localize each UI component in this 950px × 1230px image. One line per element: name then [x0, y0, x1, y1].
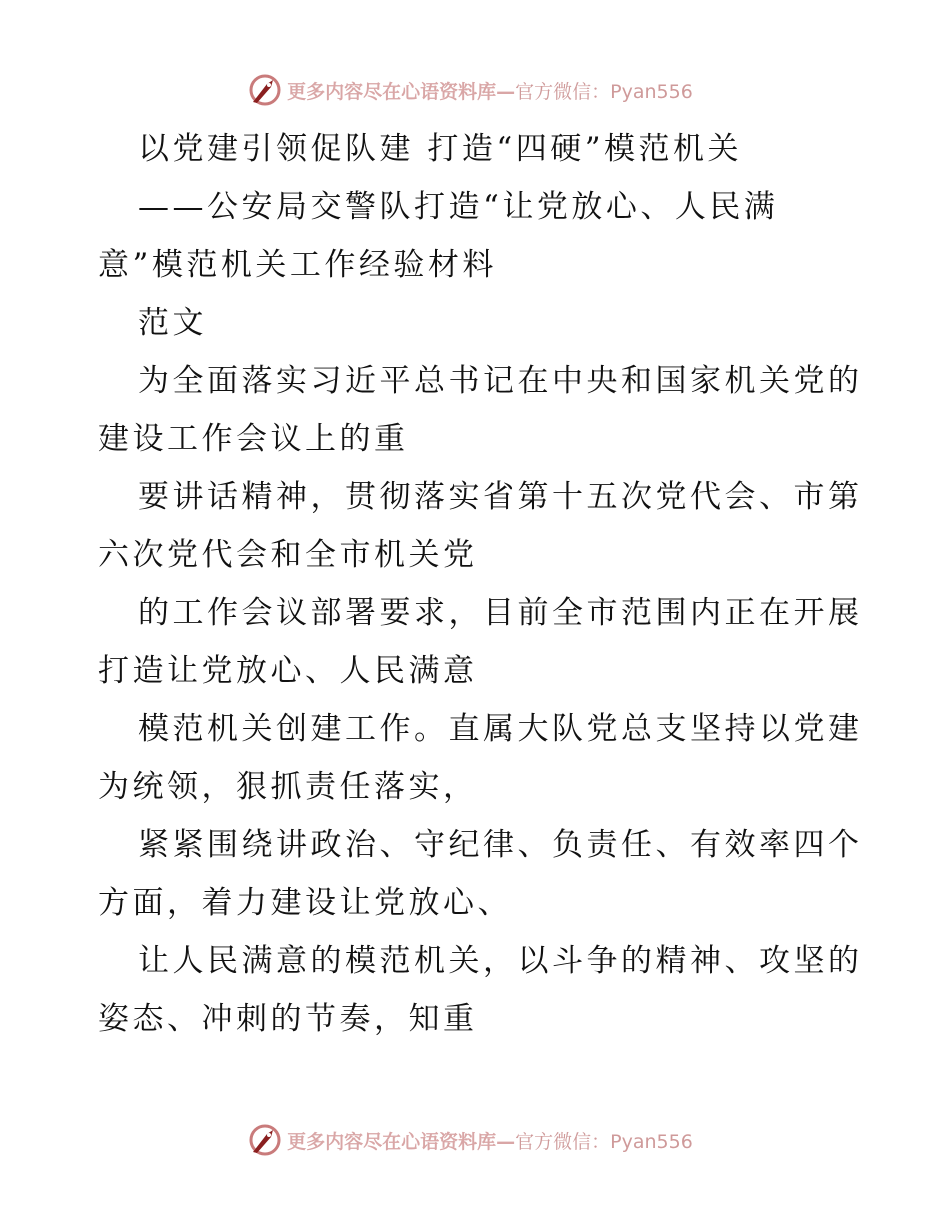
title-line: 以党建引领促队建 打造“四硬”模范机关	[138, 131, 743, 167]
paragraph-line: 范文	[138, 305, 207, 341]
pen-nib-circle-icon	[247, 72, 283, 108]
header-banner-content	[247, 72, 693, 108]
pen-nib-circle-icon	[247, 1122, 283, 1158]
paragraph-line: 打造让党放心、人民满意	[98, 653, 478, 689]
paragraph-line: 方面，着力建设让党放心、	[98, 885, 512, 921]
paragraph-line: 姿态、冲刺的节奏，知重	[98, 1001, 478, 1037]
paragraph-line: 让人民满意的模范机关，以斗争的精神、攻坚的	[138, 943, 863, 979]
banner-wechat: 官方微信：Pyan556	[515, 1130, 693, 1153]
paragraph-line: 为统领，狠抓责任落实，	[98, 769, 478, 805]
subtitle-line: ——公安局交警队打造“让党放心、人民满	[138, 189, 779, 225]
banner-text: 更多内容尽在心语资料库—官方微信：Pyan556	[287, 1130, 693, 1153]
document-body	[98, 120, 863, 1048]
banner-text: 更多内容尽在心语资料库—官方微信：Pyan556	[287, 80, 693, 103]
subtitle-line: 意”模范机关工作经验材料	[98, 247, 497, 283]
footer-banner	[0, 1120, 950, 1160]
header-banner	[0, 70, 950, 110]
banner-wechat: 官方微信：Pyan556	[515, 80, 693, 103]
paragraph-line: 的工作会议部署要求，目前全市范围内正在开展	[138, 595, 863, 631]
paragraph-line: 紧紧围绕讲政治、守纪律、负责任、有效率四个	[138, 827, 863, 863]
footer-banner-content	[247, 1122, 693, 1158]
paragraph-line: 模范机关创建工作。直属大队党总支坚持以党建	[138, 711, 863, 747]
paragraph-line: 六次党代会和全市机关党	[98, 537, 478, 573]
paragraph-line: 要讲话精神，贯彻落实省第十五次党代会、市第	[138, 479, 863, 515]
paragraph-line: 为全面落实习近平总书记在中央和国家机关党的	[138, 363, 863, 399]
paragraph-line: 建设工作会议上的重	[98, 421, 409, 457]
